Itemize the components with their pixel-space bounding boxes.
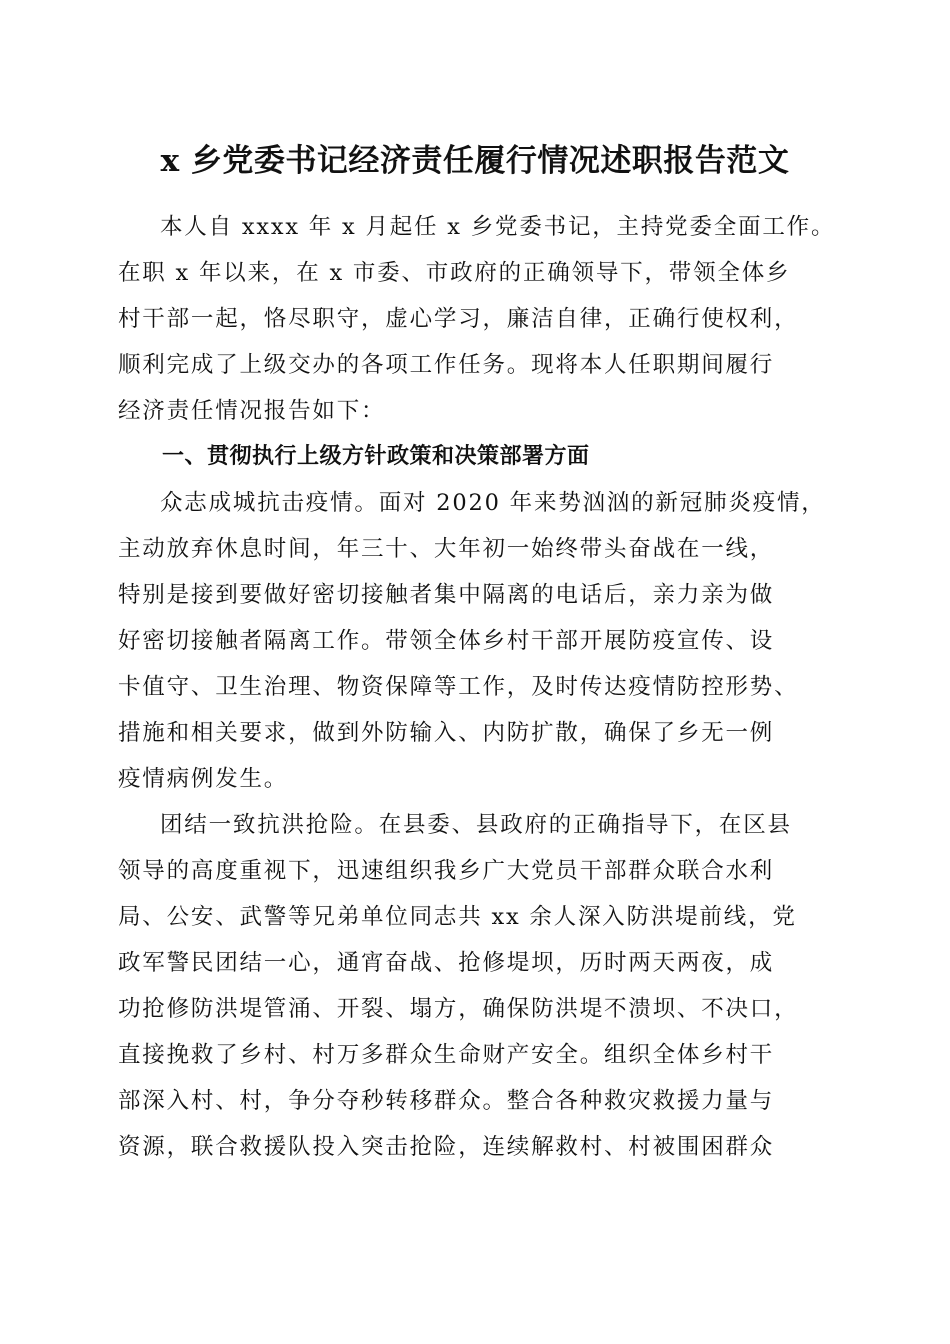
text-line: 直接挽救了乡村、村万多群众生命财产安全。组织全体乡村干 — [118, 1042, 775, 1068]
document-body — [118, 204, 843, 1170]
text-line: 领导的高度重视下，迅速组织我乡广大党员干部群众联合水利 — [118, 858, 775, 884]
text-line: 部深入村、村，争分夺秒转移群众。整合各种救灾救援力量与 — [118, 1088, 775, 1114]
text-line: 功抢修防洪堤管涌、开裂、塌方，确保防洪堤不溃坝、不决口， — [118, 996, 799, 1022]
text-line: 顺利完成了上级交办的各项工作任务。现将本人任职期间履行 — [118, 352, 775, 378]
text-line: 局、公安、武警等兄弟单位同志共 xx 余人深入防洪堤前线，党 — [118, 904, 797, 930]
text-line: 经济责任情况报告如下： — [118, 398, 386, 424]
text-line: 资源，联合救援队投入突击抢险，连续解救村、村被围困群众 — [118, 1134, 775, 1160]
text-line: 好密切接触者隔离工作。带领全体乡村干部开展防疫宣传、设 — [118, 628, 775, 654]
text-line: 疫情病例发生。 — [118, 766, 289, 792]
text-line: 特别是接到要做好密切接触者集中隔离的电话后，亲力亲为做 — [118, 582, 775, 608]
intro-paragraph — [118, 204, 843, 434]
text-line: 卡值守、卫生治理、物资保障等工作，及时传达疫情防控形势、 — [118, 674, 799, 700]
flood-paragraph — [118, 802, 843, 1170]
text-line: 众志成城抗击疫情。面对 2020 年来势汹汹的新冠肺炎疫情， — [160, 490, 826, 516]
text-line: 措施和相关要求，做到外防输入、内防扩散，确保了乡无一例 — [118, 720, 775, 746]
text-line: 村干部一起，恪尽职守，虚心学习，廉洁自律，正确行使权利， — [118, 306, 799, 332]
document-title: x 乡党委书记经济责任履行情况述职报告范文 — [160, 143, 790, 179]
section-heading: 一、贯彻执行上级方针政策和决策部署方面 — [162, 444, 590, 469]
text-line: 在职 x 年以来，在 x 市委、市政府的正确领导下，带领全体乡 — [118, 260, 791, 286]
text-line: 团结一致抗洪抢险。在县委、县政府的正确指导下，在区县 — [160, 812, 792, 838]
text-line: 主动放弃休息时间，年三十、大年初一始终带头奋战在一线， — [118, 536, 775, 562]
text-line: 政军警民团结一心，通宵奋战、抢修堤坝，历时两天两夜，成 — [118, 950, 775, 976]
text-line: 本人自 xxxx 年 x 月起任 x 乡党委书记，主持党委全面工作。 — [160, 214, 836, 240]
epidemic-paragraph — [118, 480, 843, 802]
